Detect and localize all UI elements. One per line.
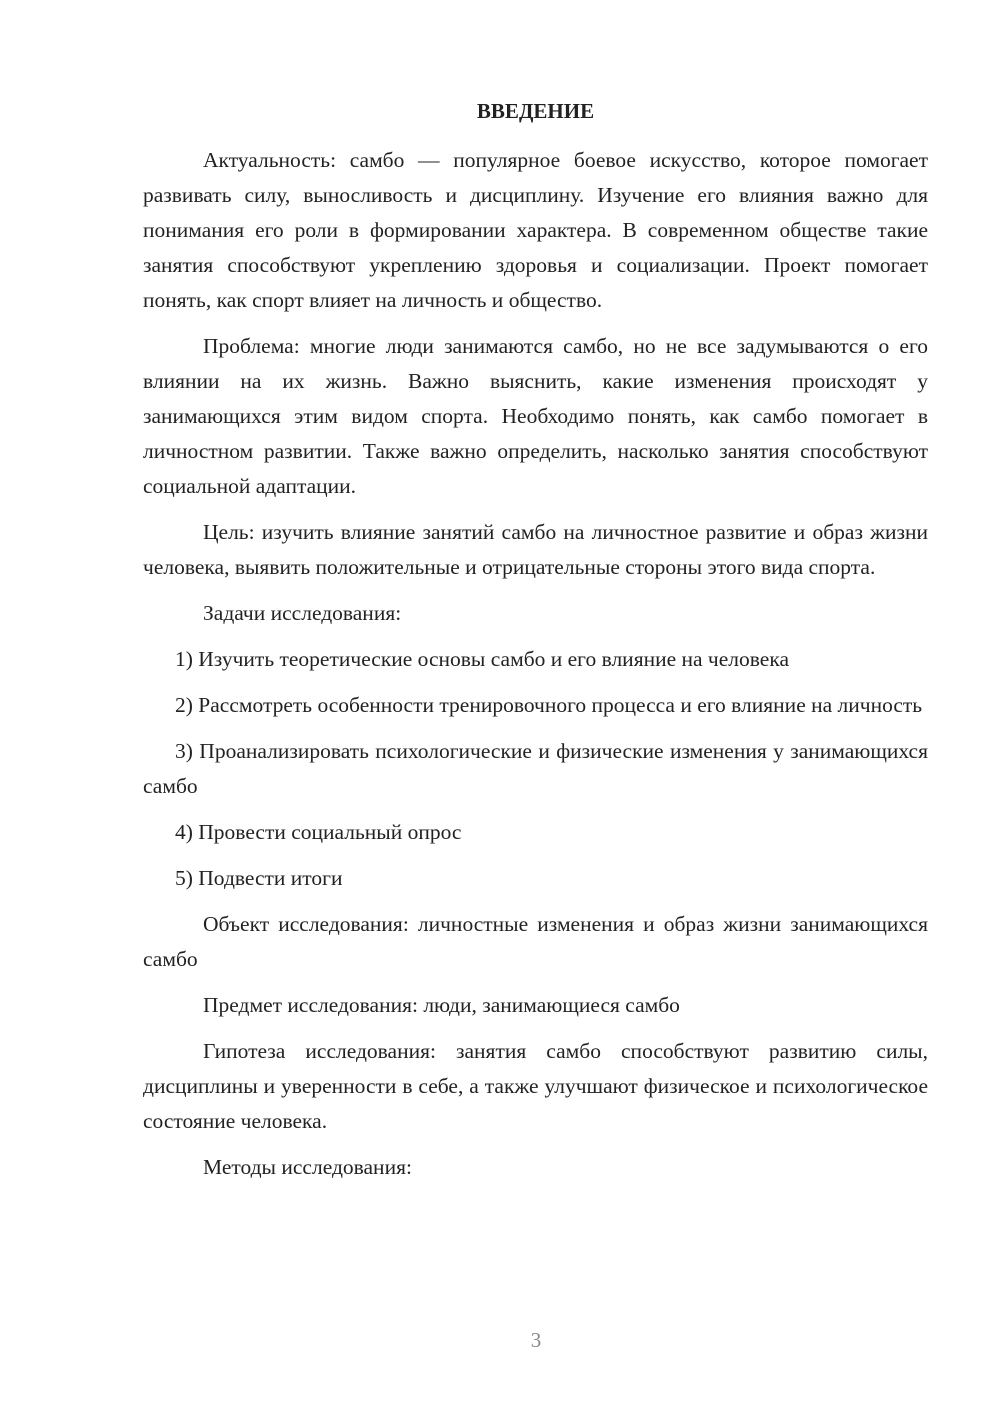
paragraph-problem: Проблема: многие люди занимаются самбо, но не все задумываются о его влиянии на их жизнь. Важно выяснить, какие изменения происходят у занимающихся этим видом спорта. Необходимо понять, как самбо помогает в личностном развитии. Также важно определить, насколько занятия способствуют социальной адаптации.: [143, 334, 928, 498]
paragraph-tasks-heading: Задачи исследования:: [203, 601, 402, 625]
task-item-3: 3) Проанализировать психологические и физические изменения у занимающихся самбо: [143, 739, 928, 798]
task-item-1: 1) Изучить теоретические основы самбо и его влияние на человека: [175, 647, 789, 671]
paragraph-relevance: Актуальность: самбо — популярное боевое искусство, которое помогает развивать силу, выносливость и дисциплину. Изучение его влияния важно для понимания его роли в формировании характера. В современном обществе такие занятия способствуют укреплению здоровья и социализации. Проект помогает понять, как спорт влияет на личность и общество.: [143, 148, 928, 312]
paragraph-methods: Методы исследования:: [203, 1155, 412, 1179]
task-item-2: 2) Рассмотреть особенности тренировочного процесса и его влияние на личность: [175, 693, 923, 717]
page-heading: ВВЕДЕНИЕ: [476, 99, 595, 123]
page-content: [143, 94, 928, 1196]
paragraph-goal: Цель: изучить влияние занятий самбо на личностное развитие и образ жизни человека, выявить положительные и отрицательные стороны этого вида спорта.: [143, 520, 928, 579]
paragraph-hypothesis: Гипотеза исследования: занятия самбо способствуют развитию силы, дисциплины и уверенности в себе, а также улучшают физическое и психологическое состояние человека.: [143, 1039, 928, 1133]
paragraph-subject: Предмет исследования: люди, занимающиеся самбо: [203, 993, 680, 1017]
paragraph-object: Объект исследования: личностные изменения и образ жизни занимающихся самбо: [143, 912, 928, 971]
task-item-5: 5) Подвести итоги: [175, 866, 343, 890]
task-item-4: 4) Провести социальный опрос: [175, 820, 462, 844]
page-number: 3: [530, 1328, 542, 1352]
